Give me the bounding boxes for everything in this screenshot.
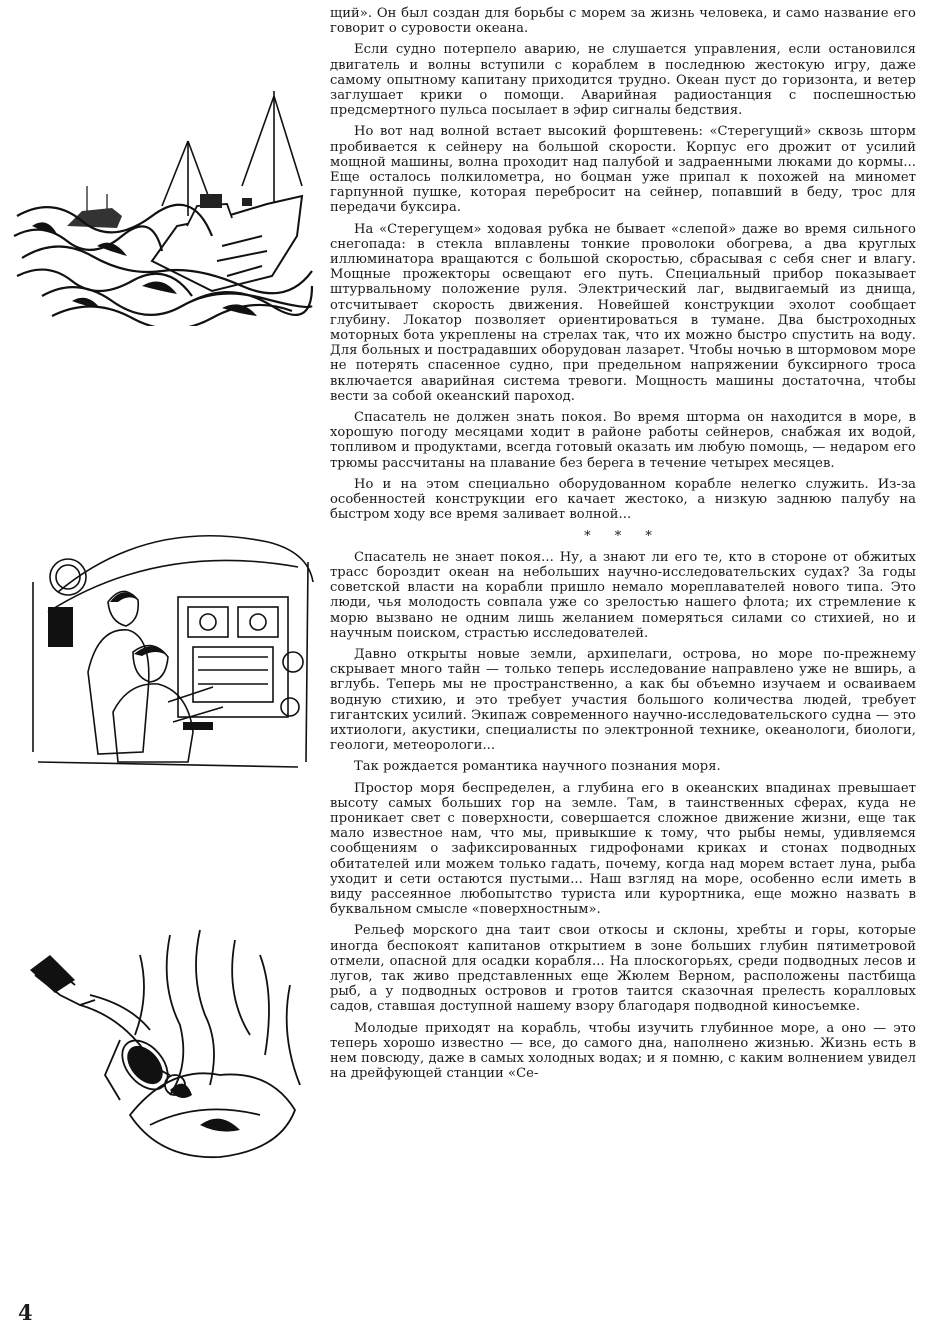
radio-operators-illustration [28, 522, 318, 777]
paragraph: Спасатель не должен знать покоя. Во время шторма он находится в море, в хорошую погоду месяцами ходит в районе работы сейнеров, снабжая их водой, топливом и продуктами, всегда готовый оказать им любую помощь, — недаром его трюмы рассчитаны на плавание без берега в течение четырех месяцев. [330, 410, 916, 471]
paragraph: щий». Он был создан для борьбы с морем за жизнь человека, и само название его говорит о суровости океана. [330, 6, 916, 37]
paragraph: Но и на этом специально оборудованном корабле нелегко служить. Из-за особенностей конструкции его качает жестоко, а низкую заднюю палубу на быстром ходу все время заливает волной... [330, 476, 916, 523]
article-text-column [330, 6, 916, 1087]
paragraph: Давно открыты новые земли, архипелаги, острова, но море по-прежнему скрывает много тайн — только теперь исследование направлено уже не вширь, а вглубь. Теперь мы не пространственно, а как бы объемно изучаем и осваиваем водную стихию, и это требует участия большого количества людей, требует гигантских усилий. Экипаж современного научно-исследовательского судна — это ихтиологи, акустики, специалисты по электронной технике, океанологи, биологи, геологи, метеорологи... [330, 646, 916, 754]
paragraph: На «Стерегущем» ходовая рубка не бывает «слепой» даже во время сильного снегопада: в стекла вплавлены тонкие проволоки обогрева, а два круглых иллюминатора вращаются с большой скоростью, сбрасывая с себя снег и влагу. Мощные прожекторы освещают его путь. Специальный прибор показывает штурвальному положение руля. Электрический лаг, выдвигаемый из днища, отсчитывает скорость движения. Новейшей конструкции эхолот сообщает глубину. Локатор позволяет ориентироваться в тумане. Два быстроходных моторных бота укреплены на стрелах так, что их можно быстро спустить на воду. Для больных и пострадавших оборудован лазарет. Чтобы ночью в штормовом море не потерять спасенное судно, при предельном напряжении буксирного троса включается аварийная система тревоги. Мощность машины достаточна, чтобы вести за собой океанский пароход. [330, 221, 916, 404]
section-separator: * * * [584, 528, 662, 544]
paragraph: Если судно потерпело аварию, не слушается управления, если остановился двигатель и волны вступили с кораблем в последнюю жестокую игру, даже самому опытному капитану приходится трудно. Океан пуст до горизонта, и ветер заглушает крики о помощи. Аварийная радиостанция с поспешностью предсмертного пульса посылает в эфир сигналы бедствия. [330, 42, 916, 119]
paragraph: Рельеф морского дна таит свои откосы и склоны, хребты и горы, которые иногда беспокоят капитанов открытием в зоне больших глубин пятиметровой отмели, опасной для осадки корабля... На плоскогорьях, среди подводных лесов и лугов, так живо представленных еще Жюлем Верном, расположены пастбища рыб, а у подводных островов и гротов таится сказочная прелесть коралловых садов, ставшая доступной нашему взору благодаря подводной киносъемке. [330, 923, 916, 1015]
ship-in-storm-illustration [12, 86, 317, 326]
page-number: 4 [18, 1300, 33, 1325]
paragraph: Но вот над волной встает высокий форштевень: «Стерегущий» сквозь шторм пробивается к сейнеру на большой скорости. Корпус его дрожит от усилий мощной машины, волна проходит над палубой и задраенными люками до кормы... Еще осталось полкилометра, но боцман уже припал к похожей на миномет гарпунной пушке, которая перебросит на сейнер, попавший в беду, трос для передачи буксира. [330, 124, 916, 216]
paragraph: Так рождается романтика научного познания моря. [354, 759, 721, 775]
paragraph: Спасатель не знает покоя... Ну, а знают ли его те, кто в стороне от обжитых трасс бороздит океан на небольших научно-исследовательских судах? За годы советской власти на корабли пришло немало мореплавателей нового типа. Это люди, чья молодость совпала уже со зрелостью нашего флота; их стремление к морю вызвано не одним лишь желанием померяться силами со стихией, но и научным поиском, страстью исследователей. [330, 549, 916, 641]
paragraph: Простор моря беспределен, а глубина его в океанских впадинах превышает высоту самых больших гор на земле. Там, в таинственных сферах, куда не проникает свет с поверхности, совершается сложное движение жизни, еще так мало известное нам, что мы, привыкшие к тому, что рыбы немы, удивляемся сообщениям о зафиксированных гидрофонами криках и стонах подводных обитателей или можем только гадать, почему, когда над морем встает луна, рыба уходит и сети остаются пустыми... Наш взгляд на море, особенно если иметь в виду рассеянное любопытство туриста или курортника, еще можно назвать в буквальном смысле «поверхностным». [330, 780, 916, 918]
diver-illustration [20, 925, 315, 1160]
paragraph: Молодые приходят на корабль, чтобы изучить глубинное море, а оно — это теперь хорошо известно — все, до самого дна, наполнено жизнью. Жизнь есть в нем повсюду, даже в самых холодных водах; и я помню, с каким волнением увидел на дрейфующей станции «Се- [330, 1020, 916, 1082]
